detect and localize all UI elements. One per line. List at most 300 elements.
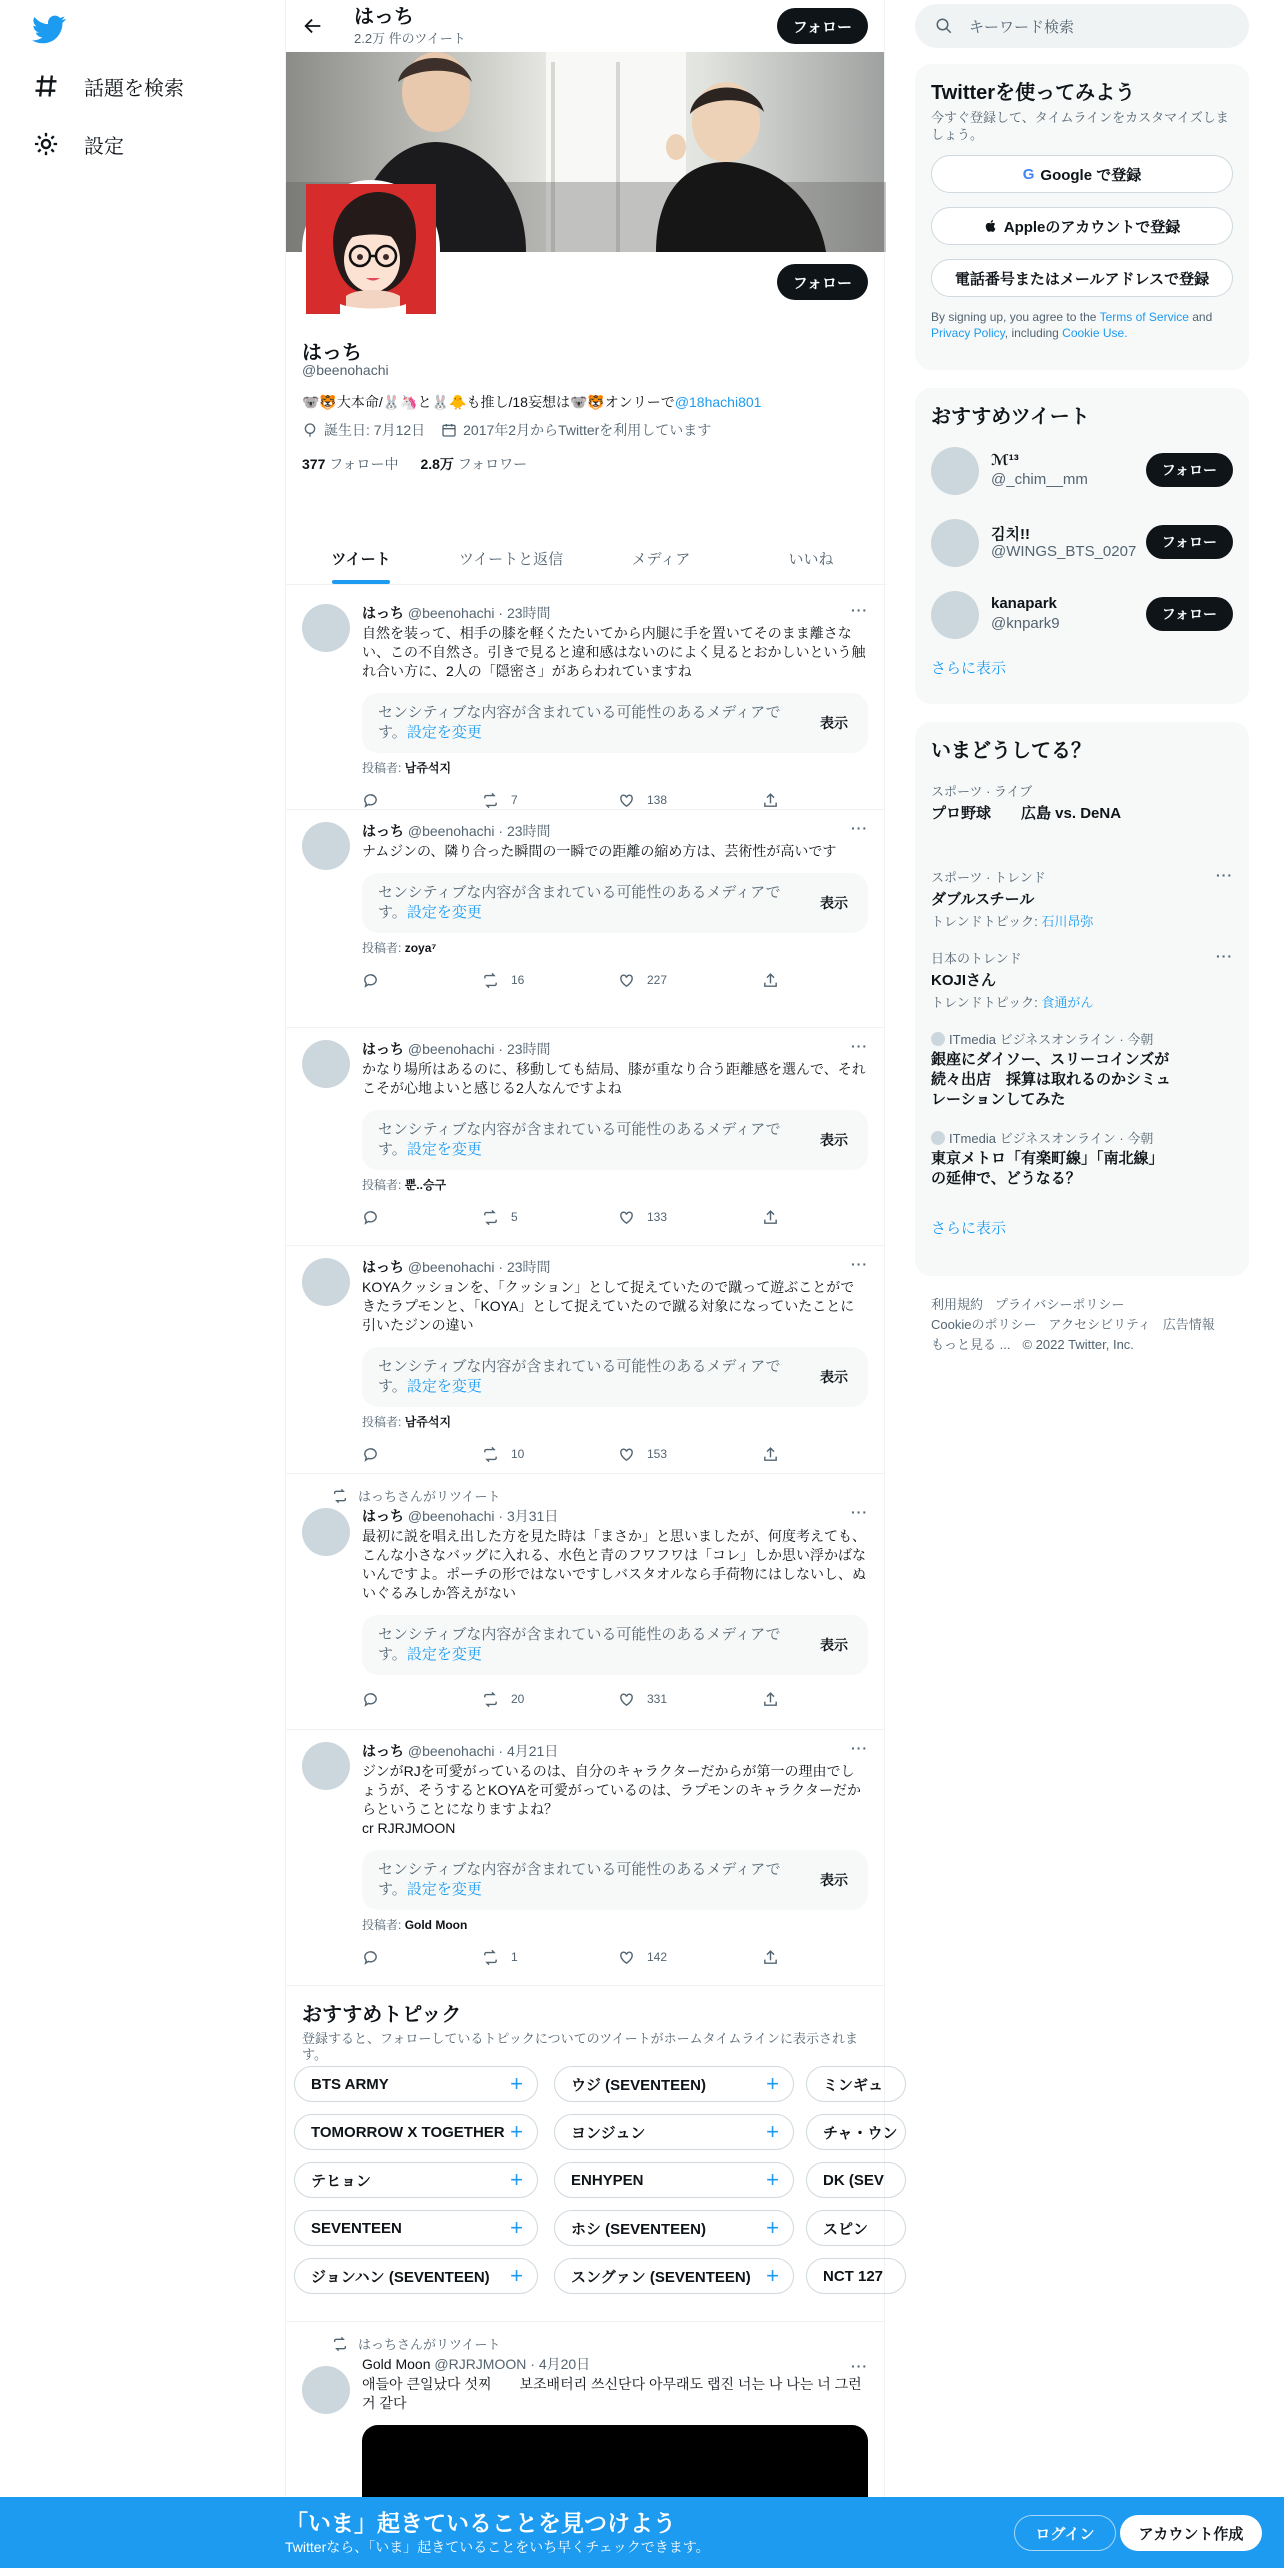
- profile-follow-button[interactable]: フォロー: [777, 264, 868, 300]
- nav-explore-label: 話題を検索: [84, 77, 184, 100]
- reply-button[interactable]: [362, 1209, 482, 1226]
- reply-icon: [362, 1209, 379, 1226]
- topic-chip[interactable]: [554, 2162, 794, 2198]
- avatar[interactable]: [931, 447, 979, 495]
- topic-chip-label: ホシ (SEVENTEEN): [571, 2220, 707, 2238]
- tweet-author-handle[interactable]: @beenohachi: [407, 605, 495, 621]
- account-handle[interactable]: @knpark9: [991, 615, 1060, 632]
- topic-chip-label: ENHYPEN: [571, 2171, 644, 2189]
- media-poster: [362, 759, 868, 776]
- retweet-count: 5: [511, 1210, 518, 1224]
- share-icon: [762, 792, 779, 809]
- reply-button[interactable]: [362, 1691, 482, 1708]
- more-icon[interactable]: ···: [851, 1256, 868, 1272]
- retweet-count: 10: [511, 1447, 525, 1461]
- retweet-button[interactable]: [482, 1446, 618, 1463]
- tweet-actions: [362, 970, 868, 990]
- retweet-count: 7: [511, 793, 518, 807]
- signup-title: Twitterを使ってみよう: [931, 82, 1136, 104]
- tweet-actions: [362, 790, 868, 810]
- signup-description: 今すぐ登録して、タイムラインをカスタマイズしましょう。: [931, 110, 1229, 142]
- trend-sub-label: トレンドトピック:: [931, 914, 1042, 929]
- share-icon: [762, 1446, 779, 1463]
- tweet-author-handle[interactable]: @RJRJMOON: [434, 2356, 527, 2372]
- tab-tweets[interactable]: ツイート: [286, 532, 436, 584]
- profile-header-bar: [286, 0, 884, 52]
- retweet-icon: [482, 1691, 499, 1708]
- topic-chip[interactable]: [554, 2114, 794, 2150]
- profile-follow-stats: [302, 454, 527, 474]
- privacy-policy-link[interactable]: Privacy Policy: [931, 326, 1005, 340]
- reply-button[interactable]: [362, 1446, 482, 1463]
- media-poster: [362, 939, 868, 956]
- more-icon[interactable]: ···: [851, 1740, 868, 1756]
- media-poster: [362, 1413, 868, 1430]
- like-count: 142: [647, 1950, 668, 1964]
- retweet-icon: [482, 1446, 499, 1463]
- share-icon: [762, 972, 779, 989]
- poster-name[interactable]: 뿐..승구: [404, 1178, 447, 1192]
- search-box[interactable]: [915, 4, 1249, 48]
- heart-icon: [618, 1691, 635, 1708]
- change-settings-link[interactable]: 設定を変更: [406, 1141, 482, 1158]
- trend-title: プロ野球 広島 vs. DeNA: [931, 805, 1122, 822]
- tweet-text: かなり場所はあるのに、移動しても結局、膝が重なり合う距離感を選んで、それこそが心地よいと感じる2人なんですよね: [362, 1061, 866, 1096]
- tweet[interactable]: [286, 1474, 884, 1730]
- avatar[interactable]: [302, 822, 350, 870]
- tweet-header: [362, 2355, 868, 2374]
- recommended-show-more[interactable]: さらに表示: [931, 660, 1007, 677]
- sensitive-media-notice: [362, 873, 868, 933]
- retweet-label-text: はっちさんがリツイート: [358, 2337, 501, 2352]
- tweet-time[interactable]: 3月31日: [506, 1508, 559, 1524]
- bottom-bar-subtitle: Twitterなら、「いま」起きていることをいち早くチェックできます。: [285, 2539, 710, 2555]
- tweet-dot: ·: [498, 1041, 504, 1057]
- right-sidebar: [885, 0, 1284, 2568]
- change-settings-link[interactable]: 設定を変更: [406, 904, 482, 921]
- trend-sub-link[interactable]: 石川昂弥: [1041, 914, 1094, 929]
- terms-of-service-link[interactable]: Terms of Service: [1099, 310, 1189, 324]
- footer-link[interactable]: プライバシーポリシー: [995, 1297, 1125, 1312]
- avatar[interactable]: [302, 1742, 350, 1790]
- followers-label[interactable]: フォロワー: [457, 456, 528, 472]
- news-item[interactable]: [915, 1029, 1249, 1110]
- retweet-icon: [332, 1488, 348, 1504]
- topic-chip-label: ミンギュ: [823, 2076, 884, 2094]
- calendar-icon: [441, 422, 457, 438]
- heart-icon: [618, 792, 635, 809]
- tweet-text: 自然を装って、相手の膝を軽くたたいてから内腿に手を置いてそのまま離さない、この不自然さ。引きで見ると違和感はないのによく見るとおかしいという触れ合い方に、2人の「隠密さ」があらわれていますね: [362, 625, 866, 679]
- plus-icon[interactable]: +: [766, 2119, 779, 2144]
- tweet-header: [362, 1507, 868, 1526]
- news-source: [931, 1128, 1233, 1147]
- search-icon: [935, 17, 953, 35]
- google-icon: G: [1022, 165, 1035, 183]
- trends-card: [915, 722, 1249, 1276]
- poster-label: 投稿者:: [362, 1918, 402, 1932]
- topics-description: 登録すると、フォローしているトピックについてのツイートがホームタイムラインに表示されます。: [302, 2031, 859, 2062]
- plus-icon[interactable]: +: [510, 2215, 523, 2240]
- following-count[interactable]: 377: [302, 456, 326, 472]
- tweet-time[interactable]: 4月20日: [538, 2356, 591, 2372]
- tweet-actions: [362, 1689, 868, 1709]
- change-settings-link[interactable]: 設定を変更: [406, 1646, 482, 1663]
- trends-show-more[interactable]: さらに表示: [931, 1220, 1007, 1237]
- poster-name[interactable]: zoya⁷: [404, 941, 437, 955]
- signup-card: [915, 64, 1249, 370]
- trend-category: スポーツ · ライブ: [931, 784, 1033, 799]
- tweet[interactable]: [286, 1246, 884, 1474]
- share-button[interactable]: [762, 1691, 779, 1708]
- trend-title: ダブルスチール: [931, 891, 1035, 908]
- profile-timeline: [285, 0, 898, 2568]
- avatar[interactable]: [302, 1258, 350, 1306]
- tweet-actions: [362, 1207, 868, 1227]
- tweet-header: [362, 1258, 868, 1277]
- show-media-button[interactable]: 表示: [820, 1132, 848, 1148]
- tweet-time[interactable]: 23時間: [506, 823, 551, 839]
- login-button[interactable]: ログイン: [1014, 2515, 1116, 2551]
- plus-icon[interactable]: +: [766, 2263, 779, 2288]
- tweet-author-name[interactable]: はっち: [362, 1508, 404, 1524]
- plus-icon[interactable]: +: [510, 2071, 523, 2096]
- topic-chip-label: DK (SEV: [823, 2171, 884, 2189]
- source-avatar: [931, 1032, 945, 1046]
- retweet-icon: [332, 2336, 348, 2352]
- tweet-dot: ·: [498, 823, 504, 839]
- retweet-button[interactable]: [482, 972, 618, 989]
- sensitive-text: センシティブな内容が含まれている可能性のあるメディアです。: [378, 1358, 781, 1395]
- like-count: 331: [647, 1692, 668, 1706]
- poster-name[interactable]: Gold Moon: [404, 1918, 468, 1932]
- trend-item[interactable]: [915, 781, 1249, 823]
- footer-copyright: © 2022 Twitter, Inc.: [1022, 1337, 1134, 1352]
- tweet[interactable]: [286, 810, 884, 1028]
- share-button[interactable]: [762, 972, 779, 989]
- tweet-author-name[interactable]: はっち: [362, 605, 404, 621]
- trend-item[interactable]: [915, 948, 1249, 1011]
- plus-icon[interactable]: +: [766, 2071, 779, 2096]
- tweet[interactable]: [286, 592, 884, 810]
- tweet-text: KOYAクッションを、「クッション」として捉えていたので蹴って遊ぶことができたラプモンと、「KOYA」として捉えていたので蹴る対象になっていたことに引いたジンの違い: [362, 1279, 855, 1333]
- more-icon[interactable]: ···: [851, 1038, 868, 1054]
- more-icon[interactable]: ···: [1216, 948, 1233, 964]
- tab-likes[interactable]: いいね: [788, 550, 834, 568]
- retweet-icon: [482, 1949, 499, 1966]
- footer-link[interactable]: 広告情報: [1162, 1317, 1215, 1332]
- reply-button[interactable]: [362, 792, 482, 809]
- like-count: 138: [647, 793, 668, 807]
- more-icon[interactable]: ···: [851, 602, 868, 618]
- show-media-button[interactable]: 表示: [820, 1369, 848, 1385]
- balloon-icon: [302, 422, 318, 438]
- profile-bio: [302, 392, 761, 412]
- news-item[interactable]: [915, 1128, 1249, 1189]
- tweet-dot: ·: [498, 1508, 504, 1524]
- profile-bio-link[interactable]: @18hachi801: [674, 394, 762, 410]
- poster-label: 投稿者:: [362, 941, 402, 955]
- account-handle[interactable]: @WINGS_BTS_0207: [991, 543, 1137, 560]
- trend-title: KOJIさん: [931, 972, 997, 989]
- like-button[interactable]: [618, 1949, 762, 1966]
- tweet-dot: ·: [530, 2356, 535, 2372]
- sensitive-text: センシティブな内容が含まれている可能性のあるメディアです。: [378, 1626, 781, 1663]
- share-icon: [762, 1691, 779, 1708]
- profile-bio-text: 🐨🐯大本命/🐰🦄と🐰🐥も推し/18妄想は🐨🐯オンリーで: [302, 394, 675, 410]
- follow-button[interactable]: フォロー: [1146, 525, 1233, 559]
- like-button[interactable]: [618, 972, 762, 989]
- profile-avatar[interactable]: [302, 180, 440, 318]
- tab-media[interactable]: メディア: [631, 550, 691, 568]
- poster-label: 投稿者:: [362, 1415, 402, 1429]
- account-handle[interactable]: @_chim__mm: [991, 471, 1088, 488]
- tweet-actions: [362, 1947, 868, 1967]
- reply-icon: [362, 792, 379, 809]
- topic-chip[interactable]: [294, 2066, 538, 2102]
- retweet-count: 20: [511, 1692, 525, 1706]
- avatar[interactable]: [302, 1508, 350, 1556]
- topic-chip[interactable]: [294, 2114, 538, 2150]
- retweet-button[interactable]: [482, 792, 618, 809]
- more-icon[interactable]: ···: [851, 820, 868, 836]
- avatar-illustration: [306, 184, 436, 314]
- tweet-header: [362, 604, 868, 623]
- tweet-author-name[interactable]: Gold Moon: [362, 2356, 431, 2372]
- tweet-author-handle[interactable]: @beenohachi: [407, 1041, 495, 1057]
- trend-subtopic: [931, 992, 1233, 1011]
- like-button[interactable]: [618, 1446, 762, 1463]
- source-avatar: [931, 1131, 945, 1145]
- change-settings-link[interactable]: 設定を変更: [406, 724, 482, 741]
- tweet-dot: ·: [498, 1743, 504, 1759]
- header-name: はっち: [354, 5, 414, 28]
- tweet-header: [362, 1742, 868, 1761]
- topic-chip-label: ヨンジュン: [571, 2124, 646, 2142]
- change-settings-link[interactable]: 設定を変更: [406, 1881, 482, 1898]
- trend-category: 日本のトレンド: [931, 951, 1022, 966]
- profile-meta: [302, 420, 711, 440]
- twitter-bird-icon[interactable]: [32, 12, 66, 46]
- tweet-author-handle[interactable]: @beenohachi: [407, 1259, 495, 1275]
- change-settings-link[interactable]: 設定を変更: [406, 1378, 482, 1395]
- profile-tabs: [286, 532, 886, 585]
- topic-chip[interactable]: [554, 2210, 794, 2246]
- avatar[interactable]: [302, 1040, 350, 1088]
- tweet-text: ジンがRJを可愛がっているのは、自分のキャラクターだからが第一の理由でしょうが、そうするとKOYAを可愛がっているのは、ラプモンのキャラクターだからということになりますよね？ cr RJRJMOON: [362, 1763, 862, 1836]
- tweet-author-handle[interactable]: @beenohachi: [407, 1508, 495, 1524]
- tweet-author-name[interactable]: はっち: [362, 823, 404, 839]
- share-button[interactable]: [762, 1209, 779, 1226]
- share-icon: [762, 1949, 779, 1966]
- retweet-icon: [482, 972, 499, 989]
- account-name[interactable]: kanapark: [991, 595, 1057, 612]
- footer-link[interactable]: もっと見る ...: [931, 1337, 1011, 1352]
- back-arrow-icon[interactable]: [302, 15, 324, 37]
- account-name[interactable]: ℳ¹³: [991, 452, 1019, 469]
- tweet-text: 最初に説を唱え出した方を見た時は「まさか」と思いましたが、何度考えても、こんな小さなバッグに入れる、水色と青のフワフワは「コレ」しか思い浮かばないんですよ。ポーチの形ではないですしバスタオルなら手荷物にはしないし、ぬいぐるみしか答えがない: [362, 1528, 866, 1601]
- nav-settings[interactable]: [32, 124, 124, 164]
- footer-link[interactable]: Cookieのポリシー: [931, 1317, 1037, 1332]
- google-signup-button[interactable]: [931, 155, 1233, 193]
- gear-icon: [32, 130, 60, 158]
- like-button[interactable]: [618, 792, 762, 809]
- recommended-account[interactable]: [915, 507, 1249, 579]
- topic-chip-label: スピン: [823, 2220, 869, 2238]
- follow-button[interactable]: フォロー: [1146, 597, 1233, 631]
- recommended-account[interactable]: [915, 435, 1249, 507]
- media-poster: [362, 1176, 868, 1193]
- more-icon[interactable]: ···: [1216, 867, 1233, 883]
- left-nav: [0, 0, 285, 2568]
- trend-sub-label: トレンドトピック:: [931, 995, 1042, 1010]
- show-media-button[interactable]: 表示: [820, 1872, 848, 1888]
- reply-button[interactable]: [362, 1949, 482, 1966]
- cookie-use-link[interactable]: Cookie Use.: [1062, 326, 1128, 340]
- poster-name[interactable]: 남쥬석지: [404, 761, 452, 775]
- avatar[interactable]: [302, 2366, 350, 2414]
- tweet-header: [362, 1040, 868, 1059]
- heart-icon: [618, 972, 635, 989]
- tweet-author-name[interactable]: はっち: [362, 1259, 404, 1275]
- retweet-icon: [482, 792, 499, 809]
- following-label[interactable]: フォロー中: [329, 456, 399, 472]
- phone-email-signup-button[interactable]: 電話番号またはメールアドレスで登録: [931, 259, 1233, 297]
- poster-label: 投稿者:: [362, 1178, 402, 1192]
- tweet[interactable]: [286, 1730, 884, 1986]
- apple-icon: [984, 218, 998, 234]
- plus-icon[interactable]: +: [510, 2167, 523, 2192]
- topic-chip[interactable]: [554, 2066, 794, 2102]
- tweet-header: [362, 822, 868, 841]
- tweet-text: 애들아 큰일났다 섯찌 보조배터리 쓰신단다 아무래도 랩진 너는 나 나는 너 그런거 같다: [362, 2376, 862, 2411]
- plus-icon[interactable]: +: [766, 2167, 779, 2192]
- like-count: 227: [647, 973, 668, 987]
- tweet-time[interactable]: 4月21日: [506, 1743, 559, 1759]
- profile-info: [286, 252, 884, 592]
- plus-icon[interactable]: +: [510, 2119, 523, 2144]
- sensitive-text: センシティブな内容が含まれている可能性のあるメディアです。: [378, 1121, 781, 1158]
- trend-category: スポーツ · トレンド: [931, 870, 1046, 885]
- share-button[interactable]: [762, 1949, 779, 1966]
- topic-chip[interactable]: [294, 2258, 538, 2294]
- sensitive-text: センシティブな内容が含まれている可能性のあるメディアです。: [378, 884, 781, 921]
- tweet-author-handle[interactable]: @beenohachi: [407, 1743, 495, 1759]
- sensitive-media-notice: [362, 1615, 868, 1675]
- profile-joined: 2017年2月からTwitterを利用しています: [463, 422, 712, 438]
- share-button[interactable]: [762, 1446, 779, 1463]
- footer-link[interactable]: アクセシビリティ: [1048, 1317, 1151, 1332]
- tab-tweets-replies[interactable]: ツイートと返信: [458, 550, 564, 568]
- follow-button[interactable]: フォロー: [1146, 453, 1233, 487]
- footer-link[interactable]: 利用規約: [931, 1297, 984, 1312]
- tweet-time[interactable]: 23時間: [506, 1041, 551, 1057]
- reply-button[interactable]: [362, 972, 482, 989]
- recommended-title: おすすめツイート: [931, 406, 1090, 428]
- profile-birthday: 誕生日: 7月12日: [324, 422, 426, 438]
- tweet-author-handle[interactable]: @beenohachi: [407, 823, 495, 839]
- retweet-label: [332, 2334, 868, 2353]
- nav-explore[interactable]: [32, 66, 184, 106]
- like-button[interactable]: [618, 1209, 762, 1226]
- retweet-label-text: はっちさんがリツイート: [358, 1489, 501, 1504]
- tweet-dot: ·: [498, 605, 504, 621]
- share-button[interactable]: [762, 792, 779, 809]
- apple-signup-button[interactable]: [931, 207, 1233, 245]
- plus-icon[interactable]: +: [510, 2263, 523, 2288]
- topic-chip-label: NCT 127: [823, 2267, 884, 2285]
- trend-subtopic: [931, 911, 1233, 930]
- show-media-button[interactable]: 表示: [820, 715, 848, 731]
- plus-icon[interactable]: +: [766, 2215, 779, 2240]
- poster-name[interactable]: 남쥬석지: [404, 1415, 452, 1429]
- followers-count[interactable]: 2.8万: [420, 456, 454, 472]
- sensitive-media-notice: [362, 1110, 868, 1170]
- show-media-button[interactable]: 表示: [820, 1637, 848, 1653]
- tweet[interactable]: [286, 1028, 884, 1246]
- tweet-time[interactable]: 23時間: [506, 605, 551, 621]
- retweet-button[interactable]: [482, 1949, 618, 1966]
- tweet-time[interactable]: 23時間: [506, 1259, 551, 1275]
- tweet-author-name[interactable]: はっち: [362, 1743, 404, 1759]
- media-poster: [362, 1916, 868, 1933]
- retweet-count: 1: [511, 1950, 518, 1964]
- search-input[interactable]: キーワード検索: [969, 18, 1075, 36]
- trend-item[interactable]: [915, 867, 1249, 930]
- like-count: 133: [647, 1210, 668, 1224]
- topic-chip[interactable]: [294, 2162, 538, 2198]
- tweet-list: [286, 592, 884, 1986]
- show-media-button[interactable]: 表示: [820, 895, 848, 911]
- topic-chip-label: TOMORROW X TOGETHER: [311, 2123, 505, 2141]
- more-icon[interactable]: ···: [851, 2358, 868, 2374]
- retweet-button[interactable]: [482, 1209, 618, 1226]
- trend-sub-link[interactable]: 食通がん: [1041, 995, 1094, 1010]
- news-source-text: ITmedia ビジネスオンライン · 今朝: [949, 1131, 1154, 1146]
- topic-chip-label: ジョンハン (SEVENTEEN): [311, 2268, 490, 2286]
- tweet-dot: ·: [498, 1259, 504, 1275]
- share-icon: [762, 1209, 779, 1226]
- topic-chip-label: BTS ARMY: [311, 2075, 389, 2093]
- bottom-signup-bar: [0, 2497, 1284, 2568]
- retweet-label: [332, 1486, 868, 1505]
- sensitive-media-notice: [362, 693, 868, 753]
- poster-label: 投稿者:: [362, 761, 402, 775]
- header-follow-button[interactable]: フォロー: [777, 8, 868, 44]
- recommended-account[interactable]: [915, 579, 1249, 651]
- like-button[interactable]: [618, 1691, 762, 1708]
- reply-icon: [362, 972, 379, 989]
- profile-handle: @beenohachi: [302, 362, 389, 378]
- avatar[interactable]: [931, 591, 979, 639]
- tweet-author-name[interactable]: はっち: [362, 1041, 404, 1057]
- topic-chip[interactable]: [554, 2258, 794, 2294]
- news-source: [931, 1029, 1233, 1048]
- reply-icon: [362, 1949, 379, 1966]
- sensitive-text: センシティブな内容が含まれている可能性のあるメディアです。: [378, 704, 781, 741]
- account-name[interactable]: 김치!!: [991, 526, 1030, 543]
- retweet-icon: [482, 1209, 499, 1226]
- news-source-text: ITmedia ビジネスオンライン · 今朝: [949, 1032, 1154, 1047]
- avatar[interactable]: [931, 519, 979, 567]
- more-icon[interactable]: ···: [851, 1504, 868, 1520]
- avatar[interactable]: [302, 604, 350, 652]
- topic-chip-label: SEVENTEEN: [311, 2219, 402, 2237]
- topic-chip[interactable]: [294, 2210, 538, 2246]
- signup-button[interactable]: アカウント作成: [1120, 2515, 1262, 2551]
- news-title: 東京メトロ「有楽町線」「南北線」の延伸で、どうなる？: [931, 1150, 1164, 1187]
- retweet-button[interactable]: [482, 1691, 618, 1708]
- news-title: 銀座にダイソー、スリーコインズが続々出店 採算は取れるのかシミュレーションしてみた: [931, 1051, 1171, 1108]
